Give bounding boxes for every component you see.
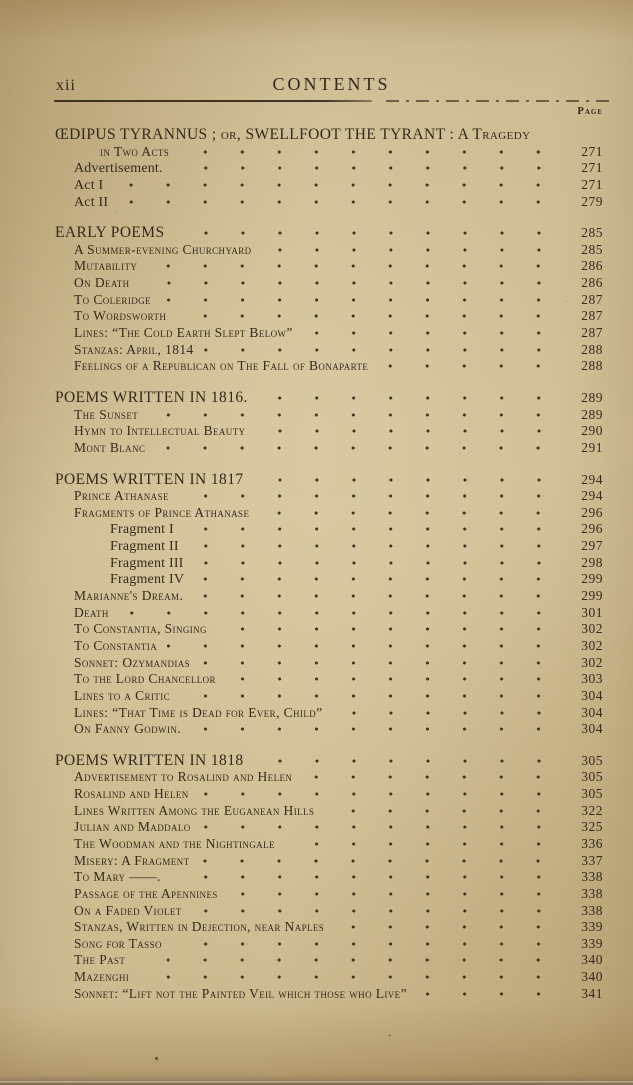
toc-entry-label: Rosalind and Helen — [74, 786, 189, 802]
toc-entry — [55, 521, 603, 538]
toc-entry-label: POEMS WRITTEN IN 1816. — [55, 388, 248, 406]
toc-entry — [55, 177, 603, 194]
dot-leader — [189, 544, 561, 550]
dot-leader — [172, 942, 561, 948]
dot-leader — [378, 364, 561, 370]
toc-entry-label: Advertisement. — [74, 161, 163, 177]
toc-entry-label: Misery: A Fragment — [74, 852, 190, 868]
toc-page-number: 341 — [581, 985, 603, 1001]
toc-page-number: 299 — [581, 588, 603, 604]
toc-page-number: 294 — [581, 488, 603, 504]
toc-entry — [55, 853, 603, 870]
toc-entry — [55, 488, 603, 505]
toc-entry — [55, 258, 603, 275]
toc-entry-label: Sonnet: Ozymandias — [74, 654, 191, 670]
dot-leader — [176, 314, 561, 320]
toc-entry-label: To Constantia, Singing — [74, 621, 207, 637]
toc-entry — [55, 555, 603, 572]
page-title: CONTENTS — [272, 74, 391, 94]
dot-leader — [171, 875, 561, 881]
toc-entry-label: EARLY POEMS — [55, 224, 165, 242]
dot-leader — [194, 577, 561, 583]
dot-leader — [191, 727, 561, 733]
toc-page-number: 338 — [581, 885, 603, 901]
paper-specks — [155, 1057, 158, 1060]
toc-entry — [55, 655, 603, 672]
toc-entry — [55, 292, 603, 309]
dot-leader — [333, 711, 561, 717]
dot-leader — [228, 892, 561, 898]
folio-page-number: xii — [56, 77, 76, 94]
toc-page-number: 288 — [581, 358, 603, 374]
toc-entry — [55, 407, 603, 424]
dot-leader — [147, 264, 561, 270]
dot-leader — [179, 150, 561, 156]
toc-section — [55, 390, 603, 457]
dot-leader — [161, 298, 561, 304]
dot-leader — [167, 644, 561, 650]
dot-leader — [324, 809, 561, 815]
toc-entry-label: ŒDIPUS TYRANNUS ; or, SWELLFOOT THE TYRANT : A Tragedy — [55, 126, 531, 143]
dot-leader — [180, 694, 561, 700]
toc-page-number: 304 — [581, 704, 603, 720]
toc-page-number: 336 — [581, 835, 603, 851]
toc-entry — [55, 440, 603, 457]
toc-page-number: 289 — [581, 389, 603, 405]
toc-entry — [55, 225, 603, 242]
dot-leader — [173, 166, 561, 172]
dot-leader — [303, 331, 561, 337]
toc-entry — [55, 242, 603, 259]
toc-entry-label: Fragment II — [110, 539, 179, 555]
toc-page-number: 271 — [581, 143, 603, 159]
toc-page-number: 339 — [581, 935, 603, 951]
toc-entry-label: in Two Acts — [100, 143, 170, 159]
toc-entry-label: A Summer-evening Churchyard — [74, 241, 252, 257]
toc-page-number: 340 — [581, 969, 603, 985]
toc-page-number: 286 — [581, 275, 603, 291]
toc-entry — [55, 886, 603, 903]
toc-page-number: 302 — [581, 621, 603, 637]
toc-entry — [55, 588, 603, 605]
toc-page-number: 325 — [581, 819, 603, 835]
toc-page-number: 296 — [581, 521, 603, 537]
toc-entry-label: To the Lord Chancellor — [74, 671, 216, 687]
dot-leader — [254, 759, 561, 765]
toc-entry — [55, 308, 603, 325]
toc-entry — [55, 194, 603, 211]
toc-entry-label: Passage of the Apennines — [74, 885, 218, 901]
toc-entry — [55, 505, 603, 522]
page-column-label: Page — [577, 106, 603, 117]
dot-leader — [155, 446, 561, 452]
toc-entry-label: To Mary ——. — [74, 869, 161, 885]
dot-leader — [179, 494, 561, 500]
dot-leader — [113, 183, 561, 189]
toc-page-number: 287 — [581, 308, 603, 324]
toc-entry — [55, 952, 603, 969]
dot-leader — [204, 348, 561, 354]
dot-leader — [201, 825, 561, 831]
toc-page-number: 285 — [581, 225, 603, 241]
toc-entry — [55, 769, 603, 786]
dot-leader — [262, 248, 561, 254]
toc-page-number: 299 — [581, 571, 603, 587]
dot-leader — [192, 909, 561, 915]
toc-section — [55, 472, 603, 738]
dot-leader — [334, 925, 561, 931]
toc-page-number: 286 — [581, 258, 603, 274]
dot-leader — [258, 396, 561, 402]
header-rule-dashed — [386, 100, 612, 102]
dot-leader — [217, 627, 561, 633]
toc-entry — [55, 705, 603, 722]
toc-entry-label: Julian and Maddalo — [74, 819, 191, 835]
toc-page-number: 285 — [581, 241, 603, 257]
toc-entry — [55, 803, 603, 820]
toc-entry — [55, 160, 603, 177]
dot-leader — [135, 958, 561, 964]
dot-leader — [226, 677, 561, 683]
toc-entry — [55, 688, 603, 705]
toc-entry — [55, 390, 603, 407]
toc-entry-label: Advertisement to Rosalind and Helen — [74, 769, 293, 785]
toc-entry-label: Act I — [74, 177, 104, 193]
toc-entry — [55, 836, 603, 853]
toc-entry — [55, 621, 603, 638]
toc-entry — [55, 986, 603, 1003]
toc-entry-label: On Death — [74, 275, 130, 291]
toc-page-number: 304 — [581, 721, 603, 737]
toc-entry-label: Stanzas, Written in Dejection, near Naples — [74, 919, 325, 935]
toc-entry-label: Lines to a Critic — [74, 687, 171, 703]
toc-page-number: 294 — [581, 471, 603, 487]
dot-leader — [302, 775, 561, 781]
toc-page-number: 305 — [581, 752, 603, 768]
toc-page-number: 297 — [581, 538, 603, 554]
dot-leader — [256, 429, 562, 435]
toc-entry-label: Mutability — [74, 258, 138, 274]
dot-leader — [285, 842, 561, 848]
toc-entry — [55, 144, 603, 161]
toc-entry — [55, 819, 603, 836]
toc-entry — [55, 342, 603, 359]
toc-entry — [55, 571, 603, 588]
toc-entry — [55, 903, 603, 920]
table-of-contents — [55, 121, 603, 1002]
toc-page-number: 303 — [581, 671, 603, 687]
toc-entry-label: Sonnet: “Lift not the Painted Veil which those who Live” — [74, 985, 407, 1001]
toc-entry-label: Fragment I — [110, 522, 174, 538]
dot-leader — [193, 594, 561, 600]
toc-entry-label: The Woodman and the Nightingale — [74, 835, 275, 851]
toc-entry-label: Lines Written Among the Euganean Hills — [74, 802, 315, 818]
toc-entry-label: To Wordsworth — [74, 308, 167, 324]
toc-entry-label: Hymn to Intellectual Beauty — [74, 423, 246, 439]
dot-leader — [175, 231, 562, 237]
toc-entry — [55, 869, 603, 886]
toc-page-number: 290 — [581, 423, 603, 439]
toc-entry-label: To Coleridge — [74, 291, 151, 307]
toc-entry — [55, 919, 603, 936]
dot-leader — [140, 281, 561, 287]
toc-page-number: 339 — [581, 919, 603, 935]
toc-entry — [55, 325, 603, 342]
toc-entry-label: Feelings of a Republican on The Fall of Bonaparte — [74, 358, 369, 374]
toc-entry — [55, 936, 603, 953]
toc-section — [55, 753, 603, 1003]
toc-page-number: 298 — [581, 554, 603, 570]
toc-entry — [55, 423, 603, 440]
toc-page-number: 289 — [581, 406, 603, 422]
toc-entry-label: Fragments of Prince Athanase — [74, 504, 250, 520]
toc-entry-label: Mazenghi — [74, 969, 130, 985]
dot-leader — [148, 413, 561, 419]
toc-entry — [55, 786, 603, 803]
toc-entry-label: POEMS WRITTEN IN 1817 — [55, 470, 244, 488]
toc-entry-label: Lines: “That Time is Dead for Ever, Child” — [74, 704, 323, 720]
toc-entry — [55, 638, 603, 655]
toc-entry-label: On Fanny Godwin. — [74, 721, 182, 737]
toc-entry-label: Death — [74, 604, 109, 620]
toc-entry-label: Fragment III — [110, 555, 184, 571]
toc-page-number: 322 — [581, 802, 603, 818]
dot-leader — [194, 561, 561, 567]
toc-page-number: 301 — [581, 604, 603, 620]
toc-entry-label: Prince Athanase — [74, 488, 169, 504]
dot-leader — [199, 859, 561, 865]
toc-entry — [55, 472, 603, 489]
toc-page-number: 271 — [581, 160, 603, 176]
toc-page-number: 337 — [581, 852, 603, 868]
dot-leader — [139, 975, 561, 981]
toc-entry-label: On a Faded Violet — [74, 902, 182, 918]
toc-entry-label: Stanzas: April, 1814 — [74, 341, 194, 357]
dot-leader — [254, 478, 561, 484]
toc-page-number: 271 — [581, 176, 603, 192]
toc-entry — [55, 358, 603, 375]
toc-page-number: 304 — [581, 687, 603, 703]
toc-page-number: 338 — [581, 902, 603, 918]
toc-entry-label: Fragment IV — [110, 572, 185, 588]
toc-entry — [55, 721, 603, 738]
dot-leader — [417, 992, 561, 998]
toc-page-number: 287 — [581, 291, 603, 307]
toc-page-number: 296 — [581, 504, 603, 520]
dot-leader — [259, 511, 561, 517]
toc-entry-label: The Past — [74, 952, 126, 968]
toc-entry — [55, 275, 603, 292]
toc-page-number: 338 — [581, 869, 603, 885]
toc-page-number: 302 — [581, 637, 603, 653]
toc-page-number: 305 — [581, 786, 603, 802]
toc-page-number: 291 — [581, 439, 603, 455]
toc-entry-label: Mont Blanc — [74, 439, 146, 455]
toc-entry-label: Song for Tasso — [74, 935, 162, 951]
toc-entry-label: Marianne's Dream. — [74, 588, 184, 604]
toc-entry-label: The Sunset — [74, 406, 139, 422]
toc-entry-label: Act II — [74, 194, 109, 210]
dot-leader — [199, 792, 561, 798]
header-rule-solid — [54, 100, 372, 102]
toc-entry — [55, 969, 603, 986]
toc-entry — [55, 753, 603, 770]
toc-entry-label: To Constantia — [74, 637, 158, 653]
toc-page-number: 305 — [581, 769, 603, 785]
dot-leader — [119, 611, 561, 617]
toc-section — [55, 225, 603, 375]
toc-page-number: 288 — [581, 341, 603, 357]
toc-entry-label: POEMS WRITTEN IN 1818 — [55, 751, 244, 769]
toc-section — [55, 127, 603, 210]
dot-leader — [200, 661, 561, 667]
toc-page-number: 340 — [581, 952, 603, 968]
toc-entry-label: Lines: “The Cold Earth Slept Below” — [74, 325, 293, 341]
toc-page-number: 279 — [581, 193, 603, 209]
header-rule — [54, 99, 612, 102]
toc-entry — [55, 538, 603, 555]
toc-entry — [55, 127, 603, 144]
toc-page-number: 287 — [581, 325, 603, 341]
dot-leader — [118, 200, 561, 206]
toc-entry — [55, 605, 603, 622]
toc-page-number: 302 — [581, 654, 603, 670]
dot-leader — [184, 527, 561, 533]
toc-entry — [55, 671, 603, 688]
